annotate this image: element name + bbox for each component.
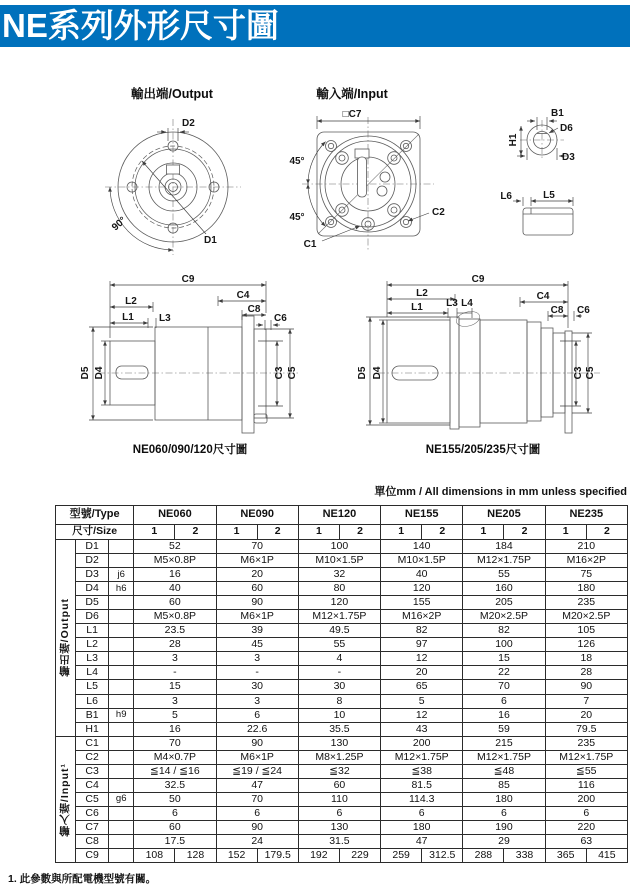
value-cell-c8-ne205: 29: [463, 834, 545, 848]
sv2-label-c3: C3: [573, 366, 584, 380]
dim-label-l5: L5: [543, 190, 555, 201]
value-cell-c2-ne120: M8×1.25P: [298, 750, 380, 764]
dimension-table-body: [56, 540, 628, 863]
side-view-large-caption: NE155/205/235尺寸圖: [425, 444, 541, 456]
value-cell-d4-ne235: 180: [545, 582, 627, 596]
tolerance-cell: [109, 624, 134, 638]
value-cell-c4-ne235: 116: [545, 778, 627, 792]
output-flange-drawing: [105, 86, 241, 255]
side-view-large-drawing: [357, 274, 600, 456]
dim-label-90deg: 90°: [110, 214, 129, 234]
table-row-d4: [56, 582, 628, 596]
value-cell-l6-ne235: 7: [545, 694, 627, 708]
value-cell-d1-ne120: 100: [298, 540, 380, 554]
dim-name-c4: C4: [76, 778, 109, 792]
model-header-ne090: NE090: [216, 506, 298, 525]
dim-name-l2: L2: [76, 638, 109, 652]
table-row-d2: [56, 554, 628, 568]
table-row-c4: [56, 778, 628, 792]
value-cell-d1-ne090: 70: [216, 540, 298, 554]
dim-label-c1: C1: [303, 239, 317, 250]
table-row-c2: [56, 750, 628, 764]
dim-label-d6: D6: [560, 123, 573, 134]
value-cell-l3-ne155: 12: [381, 652, 463, 666]
sv1-label-l2: L2: [125, 296, 137, 307]
tolerance-cell: [109, 638, 134, 652]
model-header-ne205: NE205: [463, 506, 545, 525]
page-title: NE系列外形尺寸圖: [2, 7, 279, 44]
sv2-label-c8: C8: [550, 305, 564, 316]
dim-label-d2: D2: [182, 118, 195, 129]
value-cell-c5-ne060: 50: [134, 792, 216, 806]
value-cell-d6-ne060: M5×0.8P: [134, 610, 216, 624]
value-cell-b1-ne205: 16: [463, 708, 545, 722]
size-col: 2: [257, 525, 298, 540]
dim-label-c2: C2: [432, 207, 445, 218]
table-row-d6: [56, 610, 628, 624]
value-cell-l6-ne060: 3: [134, 694, 216, 708]
value-cell-l3-ne120: 4: [298, 652, 380, 666]
value-cell-c3-ne120: ≦32: [298, 764, 380, 778]
value-cell-c7-ne060: 60: [134, 820, 216, 834]
value-cell-l4-ne090: -: [216, 666, 298, 680]
table-row-h1: [56, 722, 628, 736]
key-side-drawing: [500, 190, 573, 235]
tolerance-cell: [109, 652, 134, 666]
value-cell-c9-ne090: 152: [216, 849, 257, 863]
value-cell-c7-ne235: 220: [545, 820, 627, 834]
sv2-label-c6: C6: [577, 305, 590, 316]
value-cell-d1-ne060: 52: [134, 540, 216, 554]
value-cell-d4-ne120: 80: [298, 582, 380, 596]
row-group-label: 輸入端/Input¹: [56, 736, 76, 862]
dim-name-d6: D6: [76, 610, 109, 624]
value-cell-d2-ne090: M6×1P: [216, 554, 298, 568]
value-cell-d5-ne235: 235: [545, 596, 627, 610]
dim-name-d1: D1: [76, 540, 109, 554]
size-col: 2: [175, 525, 216, 540]
sv1-label-c9: C9: [181, 274, 195, 285]
value-cell-c9-ne155: 259: [381, 849, 422, 863]
value-cell-l4-ne205: 22: [463, 666, 545, 680]
value-cell-d6-ne205: M20×2.5P: [463, 610, 545, 624]
value-cell-c3-ne060: ≦14 / ≦16: [134, 764, 216, 778]
value-cell-l3-ne090: 3: [216, 652, 298, 666]
value-cell-d3-ne120: 32: [298, 568, 380, 582]
value-cell-c1-ne060: 70: [134, 736, 216, 750]
value-cell-h1-ne155: 43: [381, 722, 463, 736]
value-cell-d2-ne060: M5×0.8P: [134, 554, 216, 568]
value-cell-d5-ne155: 155: [381, 596, 463, 610]
dim-label-45a: 45°: [289, 156, 305, 167]
value-cell-l6-ne090: 3: [216, 694, 298, 708]
value-cell-c1-ne235: 235: [545, 736, 627, 750]
value-cell-d2-ne120: M10×1.5P: [298, 554, 380, 568]
type-header: 型號/Type: [56, 506, 134, 525]
value-cell-c9-ne120: 192: [298, 849, 339, 863]
value-cell-l6-ne120: 8: [298, 694, 380, 708]
value-cell-h1-ne235: 79.5: [545, 722, 627, 736]
dim-name-c5: C5: [76, 792, 109, 806]
dim-name-l3: L3: [76, 652, 109, 666]
tolerance-cell: [109, 596, 134, 610]
size-col: 1: [216, 525, 257, 540]
value-cell-l4-ne120: -: [298, 666, 380, 680]
tolerance-cell: [109, 554, 134, 568]
value-cell-c3-ne205: ≦48: [463, 764, 545, 778]
value-cell-c4-ne120: 60: [298, 778, 380, 792]
row-group-label: 輸出端/Output: [56, 540, 76, 737]
dim-name-l5: L5: [76, 680, 109, 694]
dim-name-d4: D4: [76, 582, 109, 596]
value-cell-l2-ne090: 45: [216, 638, 298, 652]
value-cell-c9-ne235: 415: [586, 849, 627, 863]
value-cell-c1-ne120: 130: [298, 736, 380, 750]
size-col: 2: [504, 525, 545, 540]
size-col: 1: [298, 525, 339, 540]
dimension-table: [55, 505, 628, 863]
sv1-label-l3: L3: [159, 313, 171, 324]
dim-label-c7: □C7: [342, 109, 362, 120]
tolerance-cell: [109, 764, 134, 778]
value-cell-d2-ne205: M12×1.75P: [463, 554, 545, 568]
input-flange-drawing: [289, 86, 445, 251]
dim-name-c1: C1: [76, 736, 109, 750]
value-cell-d2-ne155: M10×1.5P: [381, 554, 463, 568]
size-col: 2: [586, 525, 627, 540]
dim-name-c8: C8: [76, 834, 109, 848]
sv2-label-d5: D5: [357, 366, 368, 380]
value-cell-h1-ne120: 35.5: [298, 722, 380, 736]
value-cell-b1-ne090: 6: [216, 708, 298, 722]
value-cell-c4-ne060: 32.5: [134, 778, 216, 792]
shaft-end-drawing: [508, 108, 575, 163]
value-cell-c2-ne205: M12×1.75P: [463, 750, 545, 764]
value-cell-b1-ne120: 10: [298, 708, 380, 722]
sv1-label-c6: C6: [274, 313, 287, 324]
value-cell-c3-ne235: ≦55: [545, 764, 627, 778]
size-col: 1: [545, 525, 586, 540]
value-cell-d5-ne090: 90: [216, 596, 298, 610]
model-header-row: [56, 506, 628, 525]
model-header-ne235: NE235: [545, 506, 627, 525]
value-cell-d4-ne205: 160: [463, 582, 545, 596]
size-header-row: [56, 525, 628, 540]
value-cell-c9-ne205: 288: [463, 849, 504, 863]
table-row-l1: [56, 624, 628, 638]
dim-name-c2: C2: [76, 750, 109, 764]
value-cell-h1-ne090: 22.6: [216, 722, 298, 736]
dim-label-d1: D1: [204, 235, 217, 246]
size-col: 2: [422, 525, 463, 540]
value-cell-c9-ne090: 179.5: [257, 849, 298, 863]
value-cell-c3-ne155: ≦38: [381, 764, 463, 778]
side-view-small-drawing: [80, 274, 300, 456]
dim-label-l6: L6: [500, 191, 512, 202]
value-cell-c2-ne060: M4×0.7P: [134, 750, 216, 764]
value-cell-b1-ne235: 20: [545, 708, 627, 722]
value-cell-l4-ne060: -: [134, 666, 216, 680]
dim-name-c7: C7: [76, 820, 109, 834]
value-cell-c2-ne090: M6×1P: [216, 750, 298, 764]
value-cell-c7-ne090: 90: [216, 820, 298, 834]
value-cell-d6-ne235: M20×2.5P: [545, 610, 627, 624]
table-row-c7: [56, 820, 628, 834]
dim-name-b1: B1: [76, 708, 109, 722]
sv2-label-l3: L3: [446, 298, 458, 309]
value-cell-c8-ne090: 24: [216, 834, 298, 848]
value-cell-d2-ne235: M16×2P: [545, 554, 627, 568]
value-cell-l2-ne235: 126: [545, 638, 627, 652]
dim-name-h1: H1: [76, 722, 109, 736]
value-cell-l2-ne155: 97: [381, 638, 463, 652]
dim-label-45b: 45°: [289, 212, 305, 223]
size-col: 1: [463, 525, 504, 540]
table-row-b1: [56, 708, 628, 722]
input-view-title: 輸入端/Input: [316, 87, 388, 101]
tolerance-cell: h9: [109, 708, 134, 722]
value-cell-l5-ne155: 65: [381, 680, 463, 694]
value-cell-l1-ne090: 39: [216, 624, 298, 638]
value-cell-d1-ne155: 140: [381, 540, 463, 554]
table-row-c8: [56, 834, 628, 848]
tolerance-cell: [109, 750, 134, 764]
tolerance-cell: [109, 680, 134, 694]
value-cell-d6-ne090: M6×1P: [216, 610, 298, 624]
value-cell-l3-ne060: 3: [134, 652, 216, 666]
value-cell-l4-ne235: 28: [545, 666, 627, 680]
dim-name-l4: L4: [76, 666, 109, 680]
sv1-label-c5: C5: [287, 366, 298, 380]
value-cell-d4-ne155: 120: [381, 582, 463, 596]
value-cell-l5-ne060: 15: [134, 680, 216, 694]
dim-label-d3: D3: [562, 152, 575, 163]
tolerance-cell: h6: [109, 582, 134, 596]
tolerance-cell: [109, 778, 134, 792]
sv2-label-l4: L4: [461, 298, 473, 309]
tolerance-cell: j6: [109, 568, 134, 582]
size-col: 1: [134, 525, 175, 540]
value-cell-l5-ne120: 30: [298, 680, 380, 694]
sv1-label-c4: C4: [236, 290, 250, 301]
table-row-l5: [56, 680, 628, 694]
value-cell-l6-ne155: 5: [381, 694, 463, 708]
dim-name-d2: D2: [76, 554, 109, 568]
tolerance-cell: [109, 722, 134, 736]
dim-name-d3: D3: [76, 568, 109, 582]
value-cell-c6-ne155: 6: [381, 806, 463, 820]
value-cell-d5-ne205: 205: [463, 596, 545, 610]
value-cell-l1-ne155: 82: [381, 624, 463, 638]
table-row-c3: [56, 764, 628, 778]
value-cell-l4-ne155: 20: [381, 666, 463, 680]
value-cell-c3-ne090: ≦19 / ≦24: [216, 764, 298, 778]
table-row-c9: [56, 849, 628, 863]
value-cell-l1-ne120: 49.5: [298, 624, 380, 638]
value-cell-c8-ne235: 63: [545, 834, 627, 848]
table-row-l3: [56, 652, 628, 666]
table-row-l6: [56, 694, 628, 708]
side-view-small-caption: NE060/090/120尺寸圖: [132, 444, 248, 456]
sv2-label-l1: L1: [411, 302, 423, 313]
size-col: 2: [339, 525, 380, 540]
model-header-ne120: NE120: [298, 506, 380, 525]
table-row-c1: [56, 736, 628, 750]
tolerance-cell: [109, 666, 134, 680]
value-cell-l2-ne205: 100: [463, 638, 545, 652]
value-cell-c4-ne155: 81.5: [381, 778, 463, 792]
value-cell-l1-ne235: 105: [545, 624, 627, 638]
value-cell-d4-ne060: 40: [134, 582, 216, 596]
value-cell-d3-ne155: 40: [381, 568, 463, 582]
table-row-l2: [56, 638, 628, 652]
value-cell-c5-ne090: 70: [216, 792, 298, 806]
value-cell-h1-ne060: 16: [134, 722, 216, 736]
footnote: 1. 此參數與所配電機型號有關。: [8, 873, 157, 885]
dim-name-c3: C3: [76, 764, 109, 778]
table-row-c5: [56, 792, 628, 806]
value-cell-c4-ne090: 47: [216, 778, 298, 792]
value-cell-l5-ne235: 90: [545, 680, 627, 694]
value-cell-c9-ne060: 108: [134, 849, 175, 863]
sv1-label-l1: L1: [122, 312, 134, 323]
value-cell-c8-ne155: 47: [381, 834, 463, 848]
sv1-label-d5: D5: [80, 366, 91, 380]
value-cell-c5-ne155: 114.3: [381, 792, 463, 806]
model-header-ne155: NE155: [381, 506, 463, 525]
tolerance-cell: g6: [109, 792, 134, 806]
tolerance-cell: [109, 540, 134, 554]
value-cell-c9-ne155: 312.5: [422, 849, 463, 863]
value-cell-c1-ne155: 200: [381, 736, 463, 750]
dim-name-l6: L6: [76, 694, 109, 708]
value-cell-l1-ne205: 82: [463, 624, 545, 638]
value-cell-c6-ne060: 6: [134, 806, 216, 820]
value-cell-c2-ne155: M12×1.75P: [381, 750, 463, 764]
dim-name-d5: D5: [76, 596, 109, 610]
value-cell-c4-ne205: 85: [463, 778, 545, 792]
dim-label-h1: H1: [508, 133, 519, 147]
value-cell-c8-ne060: 17.5: [134, 834, 216, 848]
table-row-l4: [56, 666, 628, 680]
value-cell-c9-ne205: 338: [504, 849, 545, 863]
sv2-label-l2: L2: [416, 288, 428, 299]
tolerance-cell: [109, 849, 134, 863]
dim-name-c9: C9: [76, 849, 109, 863]
unit-note: 單位mm / All dimensions in mm unless specified: [374, 486, 627, 498]
value-cell-c9-ne120: 229: [339, 849, 380, 863]
value-cell-l3-ne205: 15: [463, 652, 545, 666]
table-row-d5: [56, 596, 628, 610]
value-cell-c9-ne235: 365: [545, 849, 586, 863]
value-cell-d6-ne155: M16×2P: [381, 610, 463, 624]
table-row-d1: [56, 540, 628, 554]
value-cell-d3-ne090: 20: [216, 568, 298, 582]
value-cell-d1-ne235: 210: [545, 540, 627, 554]
sv1-label-c8: C8: [247, 304, 261, 315]
tolerance-cell: [109, 736, 134, 750]
value-cell-c6-ne090: 6: [216, 806, 298, 820]
value-cell-c5-ne205: 180: [463, 792, 545, 806]
value-cell-d3-ne060: 16: [134, 568, 216, 582]
sv2-label-d4: D4: [372, 366, 383, 380]
tolerance-cell: [109, 834, 134, 848]
value-cell-l2-ne120: 55: [298, 638, 380, 652]
sv1-label-d4: D4: [94, 366, 105, 380]
value-cell-b1-ne155: 12: [381, 708, 463, 722]
value-cell-d5-ne120: 120: [298, 596, 380, 610]
value-cell-d6-ne120: M12×1.75P: [298, 610, 380, 624]
value-cell-l3-ne235: 18: [545, 652, 627, 666]
value-cell-l5-ne090: 30: [216, 680, 298, 694]
value-cell-c7-ne155: 180: [381, 820, 463, 834]
model-header-ne060: NE060: [134, 506, 216, 525]
output-view-title: 輸出端/Output: [131, 87, 213, 101]
value-cell-b1-ne060: 5: [134, 708, 216, 722]
dim-label-b1: B1: [551, 108, 564, 119]
value-cell-c7-ne205: 190: [463, 820, 545, 834]
value-cell-c6-ne120: 6: [298, 806, 380, 820]
tolerance-cell: [109, 820, 134, 834]
value-cell-c6-ne205: 6: [463, 806, 545, 820]
tolerance-cell: [109, 806, 134, 820]
value-cell-h1-ne205: 59: [463, 722, 545, 736]
value-cell-c1-ne205: 215: [463, 736, 545, 750]
value-cell-c2-ne235: M12×1.75P: [545, 750, 627, 764]
value-cell-d1-ne205: 184: [463, 540, 545, 554]
value-cell-c8-ne120: 31.5: [298, 834, 380, 848]
value-cell-c1-ne090: 90: [216, 736, 298, 750]
value-cell-c6-ne235: 6: [545, 806, 627, 820]
value-cell-l6-ne205: 6: [463, 694, 545, 708]
sv2-label-c4: C4: [536, 291, 550, 302]
value-cell-d4-ne090: 60: [216, 582, 298, 596]
table-row-d3: [56, 568, 628, 582]
dim-name-l1: L1: [76, 624, 109, 638]
value-cell-d3-ne235: 75: [545, 568, 627, 582]
tolerance-cell: [109, 610, 134, 624]
size-col: 1: [381, 525, 422, 540]
table-row-c6: [56, 806, 628, 820]
value-cell-c7-ne120: 130: [298, 820, 380, 834]
value-cell-c9-ne060: 128: [175, 849, 216, 863]
tolerance-cell: [109, 694, 134, 708]
value-cell-l2-ne060: 28: [134, 638, 216, 652]
sv2-label-c9: C9: [471, 274, 485, 285]
value-cell-d5-ne060: 60: [134, 596, 216, 610]
value-cell-c5-ne235: 200: [545, 792, 627, 806]
sv1-label-c3: C3: [274, 366, 285, 380]
size-header: 尺寸/Size: [56, 525, 134, 540]
value-cell-l5-ne205: 70: [463, 680, 545, 694]
value-cell-d3-ne205: 55: [463, 568, 545, 582]
value-cell-c5-ne120: 110: [298, 792, 380, 806]
dim-name-c6: C6: [76, 806, 109, 820]
sv2-label-c5: C5: [585, 366, 596, 380]
value-cell-l1-ne060: 23.5: [134, 624, 216, 638]
